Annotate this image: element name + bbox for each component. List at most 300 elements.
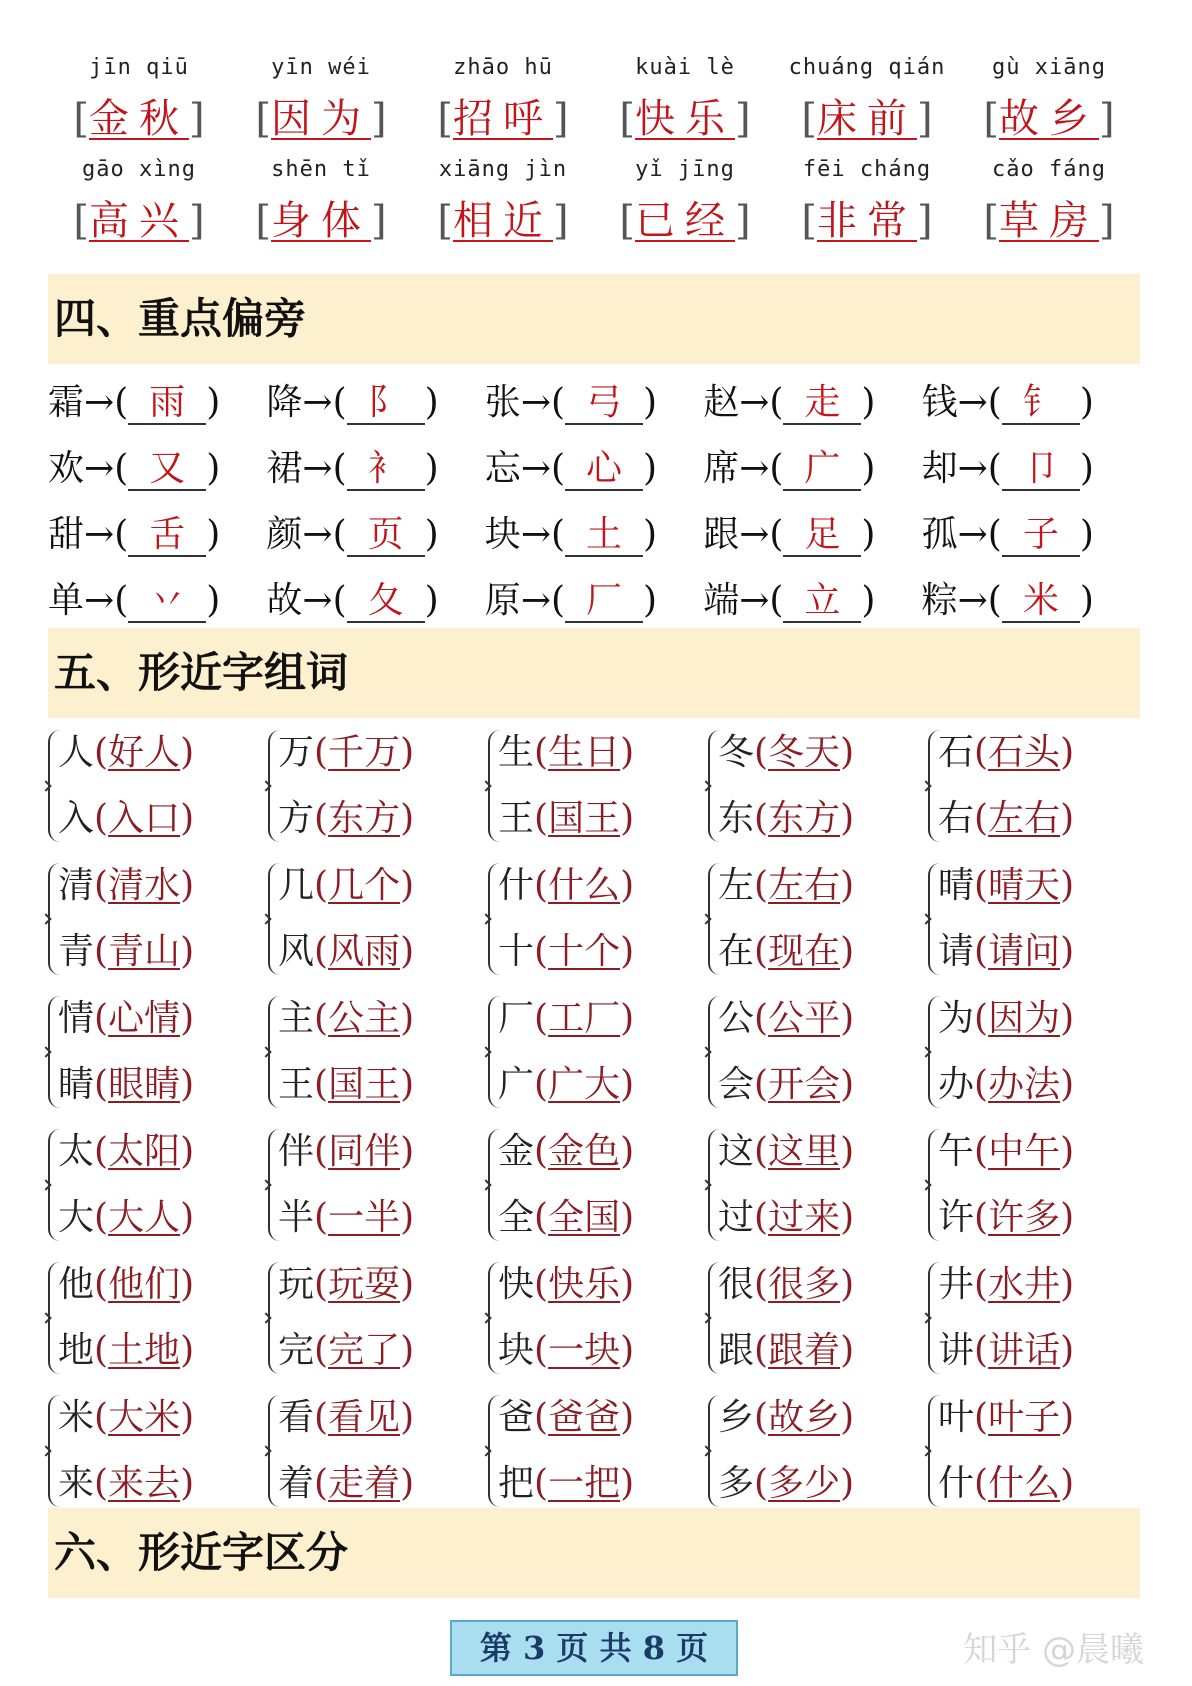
similar-word: 国王 bbox=[548, 798, 621, 839]
paren-left: ( bbox=[769, 447, 784, 489]
section6-heading: 六、形近字区分 bbox=[48, 1508, 1140, 1598]
paren-left: ( bbox=[534, 865, 549, 906]
similar-char: 晴 bbox=[938, 865, 975, 906]
brace bbox=[708, 1262, 720, 1374]
similar-word: 公平 bbox=[768, 998, 841, 1039]
similar-line bbox=[718, 1318, 928, 1384]
paren-right: ) bbox=[620, 1264, 635, 1305]
similar-line bbox=[278, 1252, 488, 1318]
similar-char: 十 bbox=[498, 931, 535, 972]
paren-left: ( bbox=[332, 513, 347, 555]
brace bbox=[48, 730, 60, 842]
word-answer bbox=[958, 86, 1140, 152]
word-answer bbox=[776, 86, 958, 152]
arrow: → bbox=[957, 579, 988, 621]
similar-word: 左右 bbox=[768, 865, 841, 906]
pinyin-word-cell bbox=[594, 50, 776, 152]
bracket-right: ] bbox=[1099, 96, 1115, 142]
arrow: → bbox=[84, 513, 115, 555]
paren-right: ) bbox=[180, 798, 195, 839]
similar-char: 办 bbox=[938, 1064, 975, 1105]
paren-right: ) bbox=[620, 732, 635, 773]
paren-right: ) bbox=[1060, 1264, 1075, 1305]
word-chars: 高兴 bbox=[89, 198, 189, 244]
paren-left: ( bbox=[114, 513, 129, 555]
similar-word: 中午 bbox=[988, 1131, 1061, 1172]
paren-left: ( bbox=[974, 931, 989, 972]
paren-left: ( bbox=[94, 998, 109, 1039]
paren-left: ( bbox=[314, 732, 329, 773]
paren-left: ( bbox=[754, 1064, 769, 1105]
similar-line bbox=[938, 986, 1148, 1052]
paren-left: ( bbox=[754, 1397, 769, 1438]
paren-right: ) bbox=[180, 1131, 195, 1172]
radical-answer: 舌 bbox=[128, 515, 206, 557]
paren-left: ( bbox=[754, 1463, 769, 1504]
paren-left: ( bbox=[987, 579, 1002, 621]
paren-right: ) bbox=[1060, 732, 1075, 773]
paren-left: ( bbox=[314, 798, 329, 839]
arrow: → bbox=[84, 579, 115, 621]
similar-char: 完 bbox=[278, 1330, 315, 1371]
radical-item bbox=[703, 440, 921, 491]
similar-char: 着 bbox=[278, 1463, 315, 1504]
similar-word: 请问 bbox=[988, 931, 1061, 972]
word-answer bbox=[958, 188, 1140, 254]
similar-char: 石 bbox=[938, 732, 975, 773]
similar-group bbox=[708, 853, 928, 986]
bracket-right: ] bbox=[735, 198, 751, 244]
pinyin-text: xiāng jìn bbox=[438, 157, 568, 182]
word-answer bbox=[48, 86, 230, 152]
similar-line bbox=[278, 853, 488, 919]
similar-char: 全 bbox=[498, 1197, 535, 1238]
word-chars: 已经 bbox=[635, 198, 735, 244]
similar-line bbox=[58, 720, 268, 786]
paren-left: ( bbox=[534, 1463, 549, 1504]
paren-left: ( bbox=[550, 381, 566, 423]
similar-group bbox=[48, 853, 268, 986]
similar-line bbox=[498, 853, 708, 919]
similar-word: 大人 bbox=[108, 1197, 181, 1238]
radical-item bbox=[703, 572, 921, 623]
radical-char: 原 bbox=[484, 579, 521, 621]
paren-left: ( bbox=[314, 1131, 329, 1172]
paren-left: ( bbox=[94, 1264, 109, 1305]
similar-char: 看 bbox=[278, 1397, 315, 1438]
word-answer bbox=[48, 188, 230, 254]
paren-right: ) bbox=[620, 1064, 635, 1105]
arrow: → bbox=[84, 381, 115, 423]
page-indicator: 第 3 页 共 8 页 bbox=[450, 1620, 738, 1676]
word-answer bbox=[594, 188, 776, 254]
word-answer bbox=[230, 188, 412, 254]
paren-right: ) bbox=[424, 513, 439, 555]
similar-group bbox=[268, 720, 488, 853]
similar-word: 现在 bbox=[768, 931, 841, 972]
radical-answer: 又 bbox=[128, 449, 206, 491]
paren-right: ) bbox=[1079, 447, 1094, 489]
bracket-right: ] bbox=[189, 96, 205, 142]
similar-line bbox=[938, 1252, 1148, 1318]
similar-word: 爸爸 bbox=[548, 1397, 621, 1438]
similar-line bbox=[498, 1119, 708, 1185]
paren-left: ( bbox=[754, 1330, 769, 1371]
similar-word: 许多 bbox=[988, 1197, 1061, 1238]
paren-left: ( bbox=[754, 1131, 769, 1172]
paren-left: ( bbox=[534, 1197, 549, 1238]
arrow: → bbox=[520, 381, 551, 423]
similar-char: 多 bbox=[718, 1463, 755, 1504]
similar-char: 什 bbox=[938, 1463, 975, 1504]
similar-char: 伴 bbox=[278, 1131, 315, 1172]
radical-item bbox=[48, 440, 266, 491]
similar-word: 东方 bbox=[768, 798, 841, 839]
paren-right: ) bbox=[861, 579, 876, 621]
similar-line bbox=[498, 786, 708, 852]
similar-line bbox=[938, 919, 1148, 985]
radical-char: 欢 bbox=[48, 447, 85, 489]
paren-right: ) bbox=[400, 998, 415, 1039]
similar-char: 厂 bbox=[498, 998, 535, 1039]
radical-item bbox=[922, 440, 1140, 491]
paren-right: ) bbox=[400, 732, 415, 773]
similar-word: 什么 bbox=[988, 1463, 1061, 1504]
radical-answer: 丷 bbox=[128, 581, 206, 623]
radical-answer: 钅 bbox=[1002, 383, 1080, 425]
bracket-left: [ bbox=[437, 96, 453, 142]
paren-left: ( bbox=[987, 513, 1002, 555]
similar-char: 睛 bbox=[58, 1064, 95, 1105]
similar-char: 大 bbox=[58, 1197, 95, 1238]
paren-left: ( bbox=[974, 1330, 989, 1371]
paren-right: ) bbox=[620, 1131, 635, 1172]
paren-right: ) bbox=[620, 798, 635, 839]
similar-line bbox=[278, 1185, 488, 1251]
paren-right: ) bbox=[1079, 579, 1094, 621]
bracket-left: [ bbox=[619, 96, 635, 142]
similar-group bbox=[928, 853, 1148, 986]
paren-right: ) bbox=[1060, 1131, 1075, 1172]
similar-char: 生 bbox=[498, 732, 535, 773]
similar-char: 块 bbox=[498, 1330, 535, 1371]
similar-char: 风 bbox=[278, 931, 315, 972]
arrow: → bbox=[739, 381, 770, 423]
arrow: → bbox=[957, 381, 988, 423]
similar-group bbox=[48, 1385, 268, 1518]
radical-answer: 足 bbox=[783, 515, 861, 557]
paren-right: ) bbox=[840, 998, 855, 1039]
similar-line bbox=[938, 786, 1148, 852]
paren-left: ( bbox=[114, 447, 129, 489]
paren-right: ) bbox=[643, 579, 658, 621]
similar-char: 来 bbox=[58, 1463, 95, 1504]
similar-word: 同伴 bbox=[328, 1131, 401, 1172]
similar-line bbox=[938, 1385, 1148, 1451]
brace bbox=[708, 863, 720, 975]
section5-heading: 五、形近字组词 bbox=[48, 628, 1140, 718]
similar-word: 一把 bbox=[548, 1463, 621, 1504]
similar-line bbox=[58, 1318, 268, 1384]
bracket-left: [ bbox=[255, 198, 271, 244]
radical-answer: 心 bbox=[565, 449, 643, 491]
radical-item bbox=[48, 374, 266, 425]
paren-left: ( bbox=[314, 1197, 329, 1238]
paren-right: ) bbox=[400, 865, 415, 906]
radical-char: 裙 bbox=[266, 447, 303, 489]
paren-left: ( bbox=[314, 1064, 329, 1105]
paren-right: ) bbox=[180, 1330, 195, 1371]
similar-row bbox=[48, 1119, 1148, 1252]
paren-right: ) bbox=[206, 513, 221, 555]
similar-word: 东方 bbox=[328, 798, 401, 839]
paren-right: ) bbox=[1060, 1330, 1075, 1371]
radical-char: 张 bbox=[484, 381, 521, 423]
paren-right: ) bbox=[180, 865, 195, 906]
similar-char-grid bbox=[48, 720, 1148, 1518]
paren-right: ) bbox=[1060, 931, 1075, 972]
paren-left: ( bbox=[534, 931, 549, 972]
radical-char: 块 bbox=[484, 513, 521, 555]
similar-word: 来去 bbox=[108, 1463, 181, 1504]
paren-right: ) bbox=[1079, 513, 1094, 555]
similar-word: 叶子 bbox=[988, 1397, 1061, 1438]
similar-word: 讲话 bbox=[988, 1330, 1061, 1371]
radical-char: 颜 bbox=[266, 513, 303, 555]
similar-word: 快乐 bbox=[548, 1264, 621, 1305]
radical-item bbox=[485, 506, 703, 557]
similar-char: 他 bbox=[58, 1264, 95, 1305]
similar-word: 办法 bbox=[988, 1064, 1061, 1105]
similar-char: 在 bbox=[718, 931, 755, 972]
paren-right: ) bbox=[643, 447, 658, 489]
radical-item bbox=[266, 374, 484, 425]
similar-word: 很多 bbox=[768, 1264, 841, 1305]
pinyin-word-cell bbox=[776, 152, 958, 254]
brace bbox=[268, 863, 280, 975]
bracket-left: [ bbox=[983, 198, 999, 244]
paren-right: ) bbox=[400, 1397, 415, 1438]
radical-answer: 弓 bbox=[565, 383, 643, 425]
radical-item bbox=[485, 572, 703, 623]
paren-left: ( bbox=[534, 798, 549, 839]
word-answer bbox=[412, 86, 594, 152]
paren-right: ) bbox=[840, 1397, 855, 1438]
brace bbox=[708, 1395, 720, 1507]
paren-right: ) bbox=[861, 513, 876, 555]
similar-line bbox=[718, 1185, 928, 1251]
brace bbox=[708, 996, 720, 1108]
paren-left: ( bbox=[534, 998, 549, 1039]
paren-left: ( bbox=[754, 931, 769, 972]
paren-left: ( bbox=[974, 1064, 989, 1105]
similar-word: 水井 bbox=[988, 1264, 1061, 1305]
arrow: → bbox=[957, 513, 988, 555]
radical-grid bbox=[48, 366, 1140, 630]
word-chars: 快乐 bbox=[635, 96, 735, 142]
radical-answer: 雨 bbox=[128, 383, 206, 425]
similar-word: 金色 bbox=[548, 1131, 621, 1172]
paren-left: ( bbox=[94, 1064, 109, 1105]
similar-line bbox=[58, 1385, 268, 1451]
radical-item bbox=[922, 374, 1140, 425]
similar-line bbox=[938, 1185, 1148, 1251]
paren-left: ( bbox=[94, 931, 109, 972]
similar-char: 东 bbox=[718, 798, 755, 839]
paren-right: ) bbox=[861, 447, 876, 489]
similar-char: 几 bbox=[278, 865, 315, 906]
radical-item bbox=[485, 440, 703, 491]
similar-group bbox=[488, 853, 708, 986]
similar-line bbox=[498, 720, 708, 786]
radical-item bbox=[48, 506, 266, 557]
similar-word: 这里 bbox=[768, 1131, 841, 1172]
paren-right: ) bbox=[840, 1463, 855, 1504]
radical-item bbox=[266, 572, 484, 623]
similar-word: 千万 bbox=[328, 732, 401, 773]
similar-char: 王 bbox=[278, 1064, 315, 1105]
radical-char: 故 bbox=[266, 579, 303, 621]
paren-right: ) bbox=[620, 1397, 635, 1438]
arrow: → bbox=[520, 513, 551, 555]
pinyin-text: kuài lè bbox=[635, 55, 735, 80]
radical-char: 甜 bbox=[48, 513, 85, 555]
bracket-right: ] bbox=[735, 96, 751, 142]
similar-word: 什么 bbox=[548, 865, 621, 906]
arrow: → bbox=[84, 447, 115, 489]
paren-right: ) bbox=[620, 1463, 635, 1504]
brace bbox=[48, 1395, 60, 1507]
radical-row bbox=[48, 498, 1140, 564]
similar-line bbox=[58, 986, 268, 1052]
bracket-right: ] bbox=[189, 198, 205, 244]
similar-group bbox=[488, 1385, 708, 1518]
similar-char: 爸 bbox=[498, 1397, 535, 1438]
paren-left: ( bbox=[974, 1397, 989, 1438]
similar-line bbox=[278, 1052, 488, 1118]
similar-word: 一块 bbox=[548, 1330, 621, 1371]
similar-row bbox=[48, 986, 1148, 1119]
similar-char: 这 bbox=[718, 1131, 755, 1172]
similar-line bbox=[938, 720, 1148, 786]
similar-group bbox=[708, 720, 928, 853]
paren-left: ( bbox=[94, 1330, 109, 1371]
paren-left: ( bbox=[314, 1264, 329, 1305]
similar-char: 叶 bbox=[938, 1397, 975, 1438]
word-answer bbox=[594, 86, 776, 152]
paren-right: ) bbox=[400, 1197, 415, 1238]
similar-line bbox=[718, 1119, 928, 1185]
brace bbox=[268, 730, 280, 842]
similar-char: 情 bbox=[58, 998, 95, 1039]
similar-char: 乡 bbox=[718, 1397, 755, 1438]
brace bbox=[928, 1129, 940, 1241]
paren-right: ) bbox=[840, 1064, 855, 1105]
pinyin-text: fēi cháng bbox=[802, 157, 932, 182]
radical-char: 钱 bbox=[921, 381, 958, 423]
radical-answer: 立 bbox=[783, 581, 861, 623]
paren-left: ( bbox=[94, 1131, 109, 1172]
paren-right: ) bbox=[1079, 381, 1094, 423]
paren-left: ( bbox=[987, 381, 1002, 423]
similar-line bbox=[498, 986, 708, 1052]
pinyin-word-cell bbox=[958, 50, 1140, 152]
similar-word: 玩耍 bbox=[328, 1264, 401, 1305]
paren-right: ) bbox=[180, 1064, 195, 1105]
similar-line bbox=[718, 853, 928, 919]
brace bbox=[488, 1262, 500, 1374]
radical-answer: 子 bbox=[1002, 515, 1080, 557]
similar-group bbox=[48, 720, 268, 853]
bracket-left: [ bbox=[801, 96, 817, 142]
word-chars: 床前 bbox=[817, 96, 917, 142]
paren-left: ( bbox=[974, 1463, 989, 1504]
brace bbox=[48, 1262, 60, 1374]
similar-group bbox=[928, 986, 1148, 1119]
bracket-right: ] bbox=[371, 198, 387, 244]
radical-answer: 米 bbox=[1002, 581, 1080, 623]
bracket-left: [ bbox=[73, 96, 89, 142]
pinyin-text: shēn tǐ bbox=[271, 157, 371, 182]
radical-answer: 厂 bbox=[565, 581, 643, 623]
pinyin-text: gāo xìng bbox=[82, 157, 196, 182]
similar-word: 工厂 bbox=[548, 998, 621, 1039]
similar-char: 方 bbox=[278, 798, 315, 839]
paren-left: ( bbox=[769, 381, 784, 423]
similar-line bbox=[938, 1052, 1148, 1118]
similar-char: 什 bbox=[498, 865, 535, 906]
paren-right: ) bbox=[840, 1330, 855, 1371]
radical-answer: 走 bbox=[783, 383, 861, 425]
paren-right: ) bbox=[643, 381, 658, 423]
paren-right: ) bbox=[620, 1330, 635, 1371]
pinyin-text: chuáng qián bbox=[788, 55, 946, 80]
similar-char: 讲 bbox=[938, 1330, 975, 1371]
pinyin-text: gù xiāng bbox=[992, 55, 1106, 80]
paren-right: ) bbox=[206, 579, 221, 621]
paren-right: ) bbox=[840, 798, 855, 839]
bracket-right: ] bbox=[371, 96, 387, 142]
similar-line bbox=[718, 1052, 928, 1118]
radical-char: 却 bbox=[921, 447, 958, 489]
similar-group bbox=[708, 986, 928, 1119]
arrow: → bbox=[302, 381, 333, 423]
paren-right: ) bbox=[1060, 798, 1075, 839]
arrow: → bbox=[302, 447, 333, 489]
bracket-left: [ bbox=[255, 96, 271, 142]
radical-answer: 土 bbox=[565, 515, 643, 557]
paren-left: ( bbox=[94, 1197, 109, 1238]
paren-left: ( bbox=[754, 1197, 769, 1238]
similar-word: 石头 bbox=[988, 732, 1061, 773]
paren-left: ( bbox=[94, 732, 109, 773]
paren-right: ) bbox=[840, 1264, 855, 1305]
paren-right: ) bbox=[620, 998, 635, 1039]
similar-line bbox=[718, 1252, 928, 1318]
paren-right: ) bbox=[400, 1131, 415, 1172]
radical-answer: 衤 bbox=[347, 449, 425, 491]
paren-left: ( bbox=[974, 732, 989, 773]
paren-left: ( bbox=[550, 579, 566, 621]
bracket-right: ] bbox=[553, 96, 569, 142]
paren-right: ) bbox=[180, 1264, 195, 1305]
radical-char: 降 bbox=[266, 381, 303, 423]
similar-char: 左 bbox=[718, 865, 755, 906]
similar-row bbox=[48, 1385, 1148, 1518]
similar-char: 冬 bbox=[718, 732, 755, 773]
paren-right: ) bbox=[1060, 1397, 1075, 1438]
radical-answer: 广 bbox=[783, 449, 861, 491]
